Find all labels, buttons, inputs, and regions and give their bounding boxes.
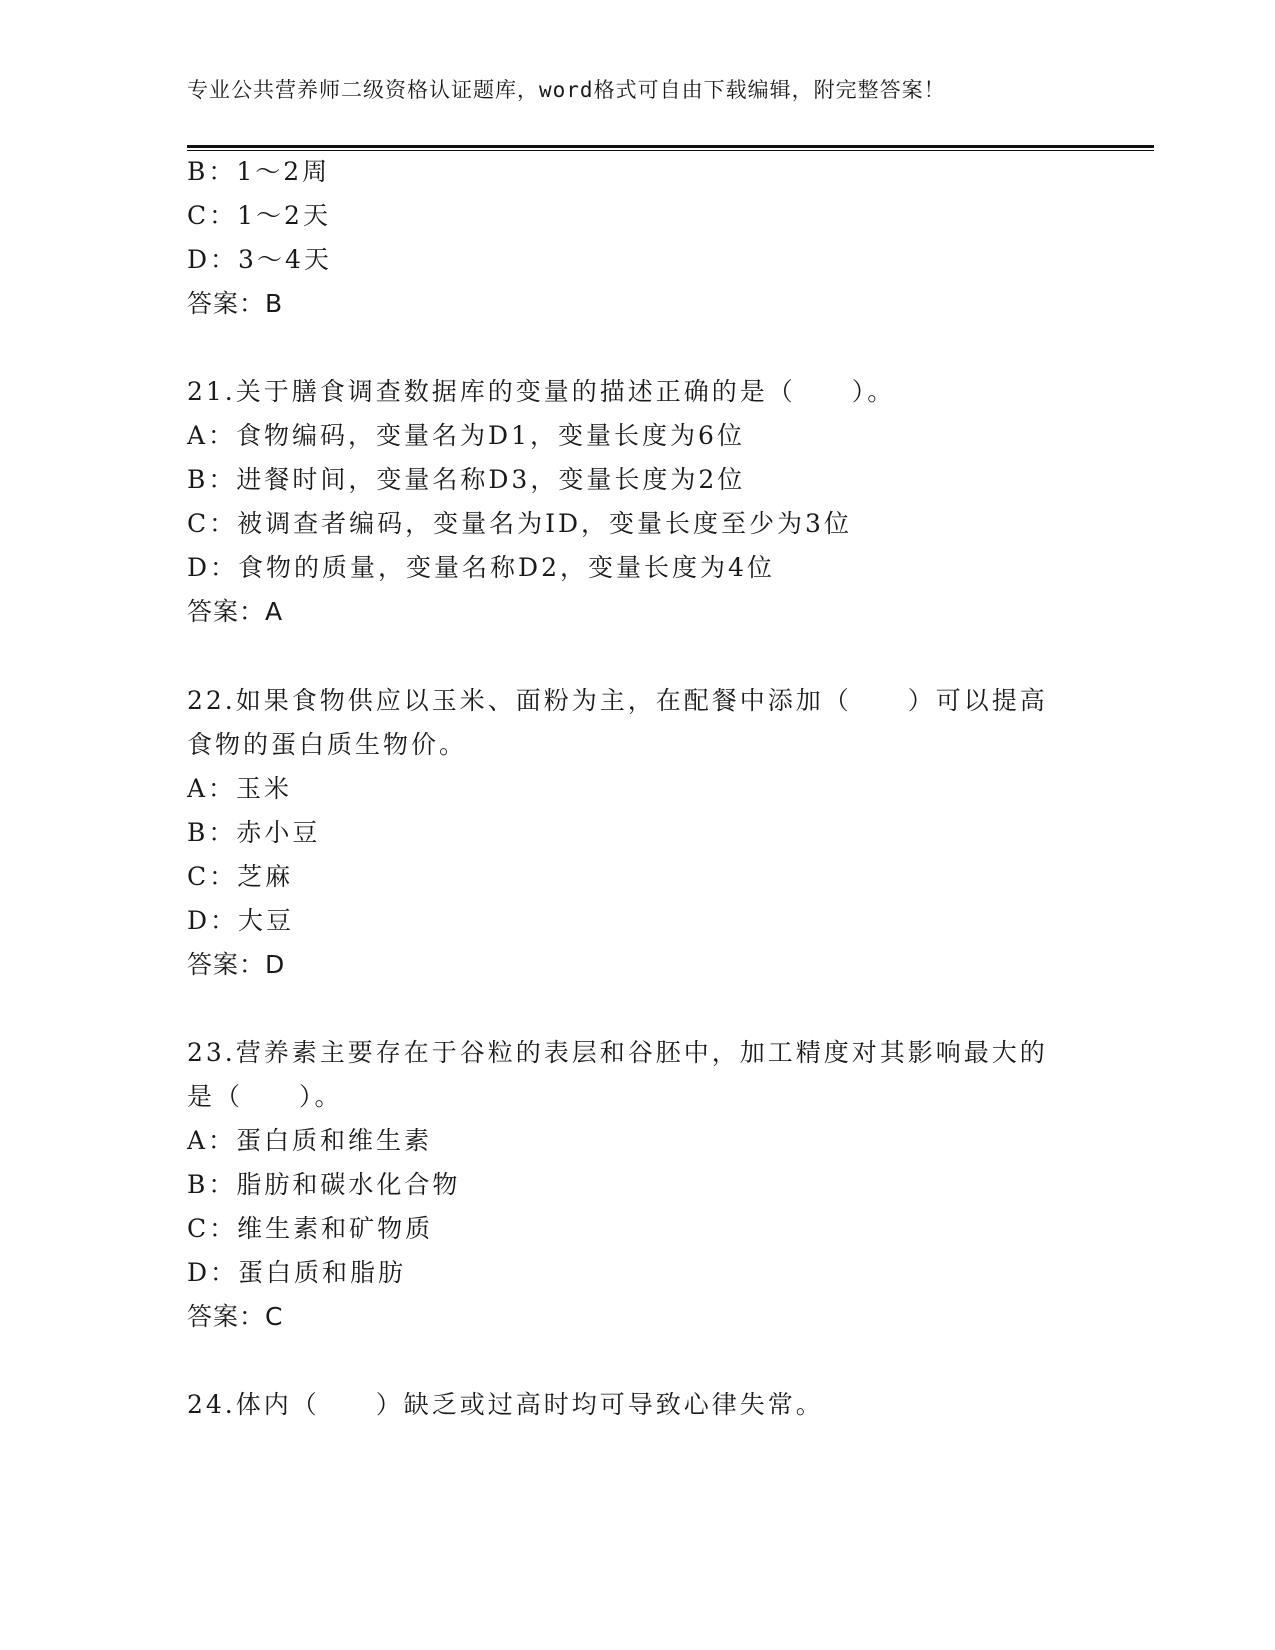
question-21-option-b: B：进餐时间，变量名称D3，变量长度为2位 bbox=[187, 465, 746, 494]
question-23-stem-line2: 是（ ）。 bbox=[187, 1082, 343, 1111]
question-21-answer: 答案：A bbox=[187, 597, 284, 626]
question-22-option-d: D：大豆 bbox=[187, 906, 295, 935]
question-24-stem: 24.体内（ ）缺乏或过高时均可导致心律失常。 bbox=[187, 1390, 824, 1419]
option-c: C：1～2天 bbox=[187, 201, 331, 230]
question-22-option-c: C：芝麻 bbox=[187, 862, 294, 891]
answer-label: 答案：B bbox=[187, 289, 284, 318]
header-rule-thin bbox=[187, 150, 1154, 151]
header-rule-thick bbox=[187, 145, 1154, 148]
option-b: B：1～2周 bbox=[187, 157, 331, 186]
question-22-option-b: B：赤小豆 bbox=[187, 818, 321, 847]
question-21-option-a: A：食物编码，变量名为D1，变量长度为6位 bbox=[187, 421, 745, 450]
question-23-answer: 答案：C bbox=[187, 1302, 284, 1331]
question-22-stem-line1: 22.如果食物供应以玉米、面粉为主，在配餐中添加（ ）可以提高 bbox=[187, 686, 1048, 715]
question-23-stem-line1: 23.营养素主要存在于谷粒的表层和谷胚中，加工精度对其影响最大的 bbox=[187, 1038, 1048, 1067]
question-22-answer: 答案：D bbox=[187, 950, 286, 979]
question-22-option-a: A：玉米 bbox=[187, 774, 293, 803]
question-22-stem-line2: 食物的蛋白质生物价。 bbox=[187, 730, 468, 759]
question-23-option-a: A：蛋白质和维生素 bbox=[187, 1126, 433, 1155]
question-21-option-d: D：食物的质量，变量名称D2，变量长度为4位 bbox=[187, 553, 775, 582]
question-23-option-d: D：蛋白质和脂肪 bbox=[187, 1258, 407, 1287]
option-d: D：3～4天 bbox=[187, 245, 332, 274]
page-header: 专业公共营养师二级资格认证题库，word格式可自由下载编辑，附完整答案！ bbox=[187, 78, 946, 102]
question-21-stem: 21.关于膳食调查数据库的变量的描述正确的是（ ）。 bbox=[187, 377, 896, 406]
question-23-option-c: C：维生素和矿物质 bbox=[187, 1214, 434, 1243]
question-21-option-c: C：被调查者编码，变量名为ID，变量长度至少为3位 bbox=[187, 509, 852, 538]
question-23-option-b: B：脂肪和碳水化合物 bbox=[187, 1170, 461, 1199]
